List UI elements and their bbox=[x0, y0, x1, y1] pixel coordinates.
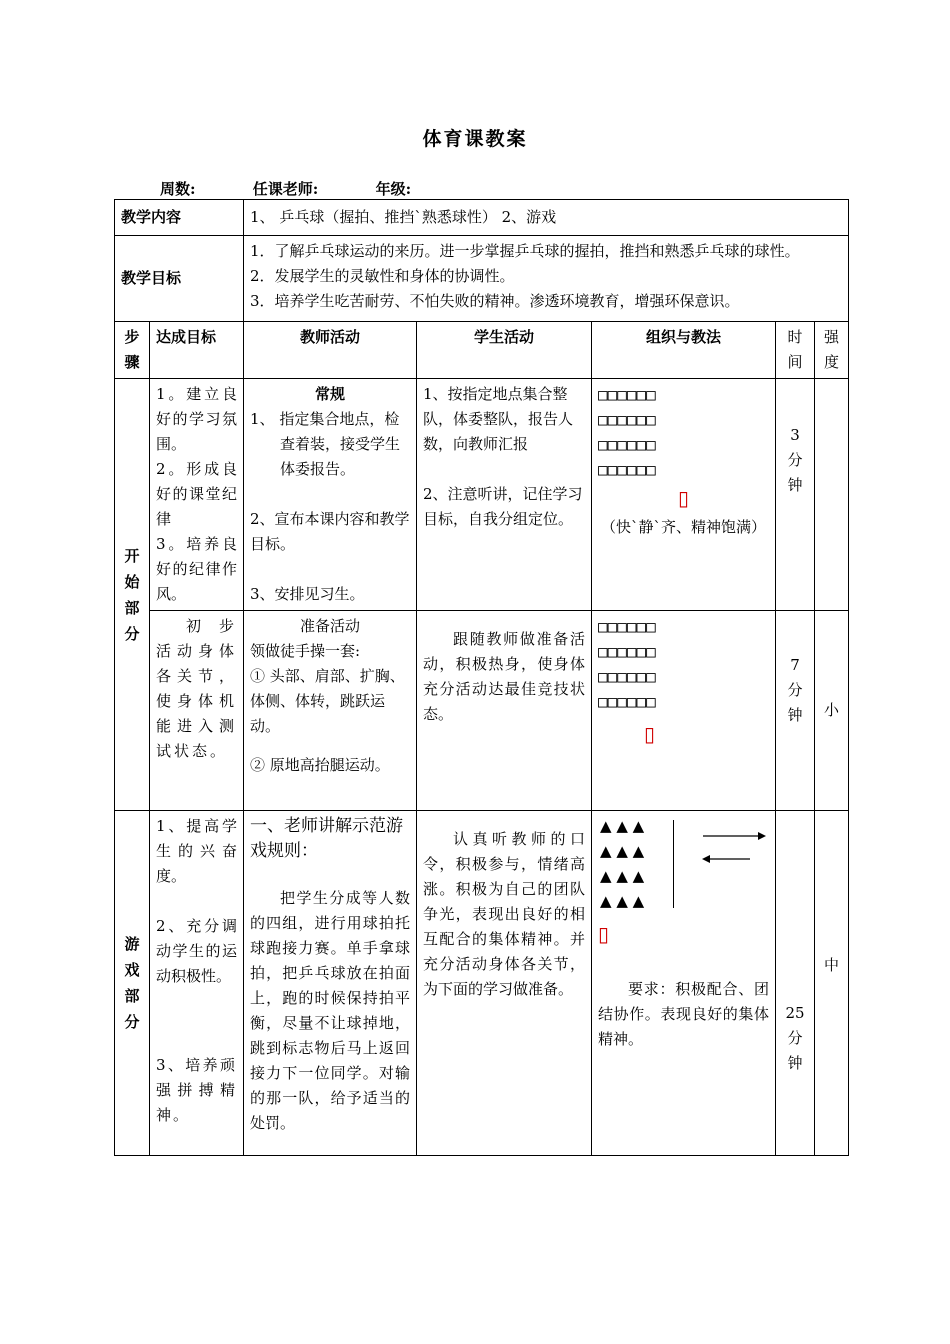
teacher-position-icon: ▯ bbox=[598, 922, 610, 946]
game-intensity: 中 bbox=[815, 811, 849, 1156]
teacher-title: 一、老师讲解示范游戏规则： bbox=[250, 816, 404, 861]
header-org: 组织与教法 bbox=[592, 322, 776, 379]
header-student: 学生活动 bbox=[417, 322, 592, 379]
warmup-time: 7分钟 bbox=[776, 611, 815, 811]
direction-arrows-icon bbox=[698, 826, 768, 866]
teacher-item: ② 原地高抬腿运动。 bbox=[250, 756, 390, 774]
game-teacher-activity bbox=[244, 811, 417, 1156]
teacher-item: ① 头部、肩部、扩胸、体侧、体转，跳跃运动。 bbox=[250, 667, 405, 735]
game-organization bbox=[592, 811, 776, 1156]
start-organization bbox=[592, 379, 776, 611]
section-game: 游戏部分 bbox=[115, 811, 150, 1156]
goal-item: 3．培养学生吃苦耐劳、不怕失败的精神。渗透环境教育，增强环保意识。 bbox=[250, 292, 740, 310]
warmup-organization bbox=[592, 611, 776, 811]
target-item: 1、提高学生的兴奋度。 bbox=[156, 817, 238, 885]
lesson-plan-table bbox=[114, 199, 849, 1156]
header-intensity: 强度 bbox=[815, 322, 849, 379]
relay-diagram bbox=[598, 814, 769, 922]
week-label: 周数: bbox=[160, 180, 196, 198]
teacher-item: 1、 指定集合地点，检查着装，接受学生体委报告。 bbox=[250, 410, 401, 478]
target-item: 3、培养顽强拼搏精神。 bbox=[156, 1056, 238, 1124]
teacher-item: 3、安排见习生。 bbox=[250, 585, 365, 603]
section-start: 开始部分 bbox=[115, 379, 150, 811]
goals-label: 教学目标 bbox=[115, 236, 244, 322]
warmup-targets: 初步活动身体各关节，使身体机能进入测试状态。 bbox=[150, 611, 244, 811]
start-time: 3分钟 bbox=[776, 379, 815, 611]
target-item: 1。建立良好的学习氛围。 bbox=[156, 385, 238, 453]
content-text: 1、 乒乓球（握拍、推挡`熟悉球性） 2、游戏 bbox=[244, 200, 849, 236]
header-step: 步骤 bbox=[115, 322, 150, 379]
teacher-title: 准备活动 bbox=[300, 617, 361, 635]
org-note: （快`静`齐、精神饱满） bbox=[601, 518, 767, 536]
start-teacher-activity bbox=[244, 379, 417, 611]
formation-grid: □□□□□□ □□□□□□ □□□□□□ □□□□□□ bbox=[598, 385, 656, 479]
start-targets bbox=[150, 379, 244, 611]
game-student-activity: 认真听教师的口令，积极参与，情绪高涨。积极为自己的团队争光，表现出良好的相互配合的集体精神。并充分活动身体各关节，为下面的学习做准备。 bbox=[417, 811, 592, 1156]
warmup-teacher-activity bbox=[244, 611, 417, 811]
finish-line bbox=[673, 820, 674, 908]
header-target: 达成目标 bbox=[150, 322, 244, 379]
goal-item: 2．发展学生的灵敏性和身体的协调性。 bbox=[250, 267, 515, 285]
warmup-student-activity: 跟随教师做准备活动，积极热身，使身体充分活动达最佳竞技状态。 bbox=[417, 611, 592, 811]
game-targets bbox=[150, 811, 244, 1156]
student-item: 2、注意听讲，记住学习目标，自我分组定位。 bbox=[423, 485, 583, 528]
teacher-title: 常规 bbox=[315, 385, 346, 403]
teacher-position-icon: ▯ bbox=[678, 486, 690, 510]
target-item: 3。培养良好的纪律作风。 bbox=[156, 535, 238, 603]
header-teacher: 教师活动 bbox=[244, 322, 417, 379]
teacher-text: 把学生分成等人数的四组，进行用球拍托球跑接力赛。单手拿球拍，把乒乓球放在拍面上，跑的时候保持拍平衡，尽量不让球掉地，跳到标志物后马上返回接力下一位同学。对输的那一队，给予适当的处罚。 bbox=[250, 889, 411, 1132]
triangle-row: ▲ ▲ ▲ bbox=[600, 892, 645, 910]
target-item: 2。形成良好的课堂纪律 bbox=[156, 460, 238, 528]
header-time: 时间 bbox=[776, 322, 815, 379]
org-note: 要求：积极配合、团结协作。表现良好的集体精神。 bbox=[598, 980, 770, 1048]
warmup-intensity: 小 bbox=[815, 611, 849, 811]
triangle-row: ▲ ▲ ▲ bbox=[600, 817, 645, 835]
teacher-label: 任课老师: bbox=[252, 180, 319, 198]
goals-list bbox=[244, 236, 849, 322]
goal-item: 1．了解乒乓球运动的来历。进一步掌握乒乓球的握拍，推挡和熟悉乒乓球的球性。 bbox=[250, 242, 800, 260]
student-item: 1、按指定地点集合整队，体委整队，报告人数，向教师汇报 bbox=[423, 385, 574, 453]
start-student-activity bbox=[417, 379, 592, 611]
triangle-row: ▲ ▲ ▲ bbox=[600, 867, 645, 885]
triangle-row: ▲ ▲ ▲ bbox=[600, 842, 645, 860]
teacher-item: 领做徒手操一套: bbox=[250, 642, 361, 660]
page-title: 体育课教案 bbox=[422, 128, 528, 150]
teacher-position-icon: ▯ bbox=[644, 722, 656, 746]
grade-label: 年级: bbox=[375, 180, 412, 198]
start-intensity bbox=[815, 379, 849, 611]
game-time: 25分钟 bbox=[776, 811, 815, 1156]
content-label: 教学内容 bbox=[115, 200, 244, 236]
formation-grid: □□□□□□ □□□□□□ □□□□□□ □□□□□□ bbox=[598, 617, 656, 711]
teacher-item: 2、宣布本课内容和教学目标。 bbox=[250, 510, 410, 553]
meta-line bbox=[160, 178, 463, 199]
target-item: 2、充分调动学生的运动积极性。 bbox=[156, 917, 238, 985]
